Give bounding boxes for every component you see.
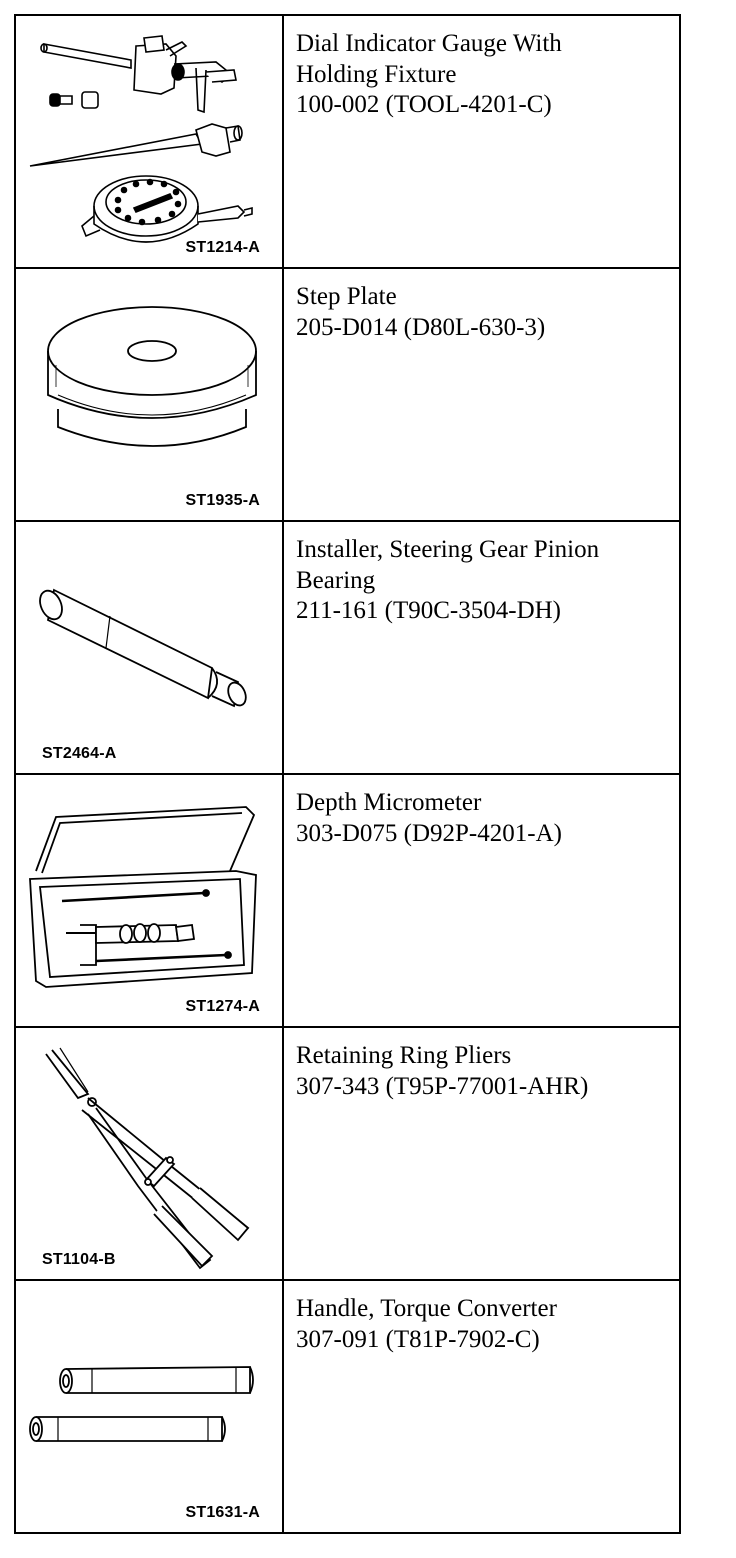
tool-figure-code: ST2464-A (42, 745, 117, 762)
tool-illustration-cell (15, 268, 283, 521)
special-tools-table (14, 14, 681, 1534)
tool-number: 205-D014 (D80L-630-3) (296, 313, 546, 341)
tool-figure-code: ST1274-A (185, 998, 260, 1015)
torque-converter-handle-illustration (16, 1281, 282, 1532)
tool-description-cell (283, 521, 680, 774)
step-plate-illustration (16, 269, 282, 520)
dial-indicator-gauge-illustration (16, 16, 282, 267)
tool-name: Installer, Steering Gear Pinion (296, 536, 600, 563)
tool-number: 100-002 (TOOL-4201-C) (296, 91, 552, 118)
tool-description-cell (283, 15, 680, 268)
tool-name: Holding Fixture (296, 60, 457, 88)
tool-illustration-cell (15, 15, 283, 268)
tool-number: 307-091 (T81P-7902-C) (296, 1325, 540, 1353)
tool-name: Bearing (296, 566, 376, 594)
table-row (15, 1280, 680, 1533)
tool-figure-code: ST1104-B (42, 1251, 116, 1268)
tool-description-cell (283, 774, 680, 1027)
tool-number: 211-161 (T90C-3504-DH) (296, 597, 562, 624)
tool-illustration-cell (15, 774, 283, 1027)
table-row (15, 15, 680, 268)
tool-name: Handle, Torque Converter (296, 1295, 557, 1322)
tool-name: Retaining Ring Pliers (296, 1042, 512, 1069)
table-row (15, 521, 680, 774)
tool-name: Dial Indicator Gauge With (296, 30, 562, 57)
tool-illustration-cell (15, 521, 283, 774)
tool-figure-code: ST1631-A (185, 1504, 260, 1521)
tool-figure-code: ST1935-A (185, 492, 260, 509)
tool-name: Depth Micrometer (296, 789, 482, 816)
tool-description-cell (283, 1280, 680, 1533)
tool-illustration-cell (15, 1027, 283, 1280)
depth-micrometer-illustration (16, 775, 282, 1026)
tool-description-cell (283, 268, 680, 521)
tool-illustration-cell (15, 1280, 283, 1533)
table-row (15, 1027, 680, 1280)
tool-name: Step Plate (296, 283, 397, 310)
tool-number: 307-343 (T95P-77001-AHR) (296, 1072, 589, 1100)
pinion-bearing-installer-illustration (16, 522, 282, 773)
tool-number: 303-D075 (D92P-4201-A) (296, 819, 562, 847)
table-row (15, 268, 680, 521)
tool-description-cell (283, 1027, 680, 1280)
tool-figure-code: ST1214-A (185, 239, 260, 256)
table-row (15, 774, 680, 1027)
retaining-ring-pliers-illustration (16, 1028, 282, 1279)
